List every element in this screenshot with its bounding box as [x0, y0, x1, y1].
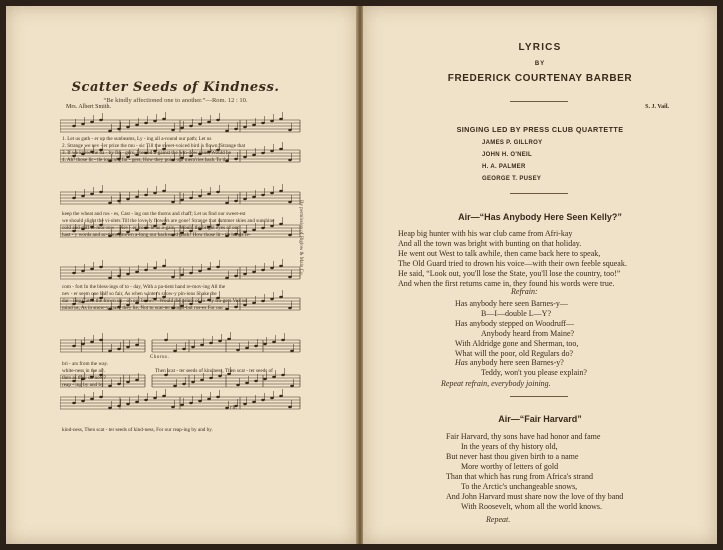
note-head	[126, 346, 130, 348]
note-head	[225, 277, 229, 279]
refrain-line	[455, 358, 564, 367]
note-head	[225, 130, 229, 132]
note-head	[162, 190, 166, 192]
note-head	[290, 350, 294, 352]
singer-name: GEORGE T. PUSEY	[482, 176, 542, 182]
singer-name: H. A. PALMER	[482, 164, 526, 170]
air2-verse-line: To the Arctic's unchangeable snows,	[461, 482, 578, 491]
note-head	[72, 402, 76, 404]
verse-lyric-line: 3. If we knew the ba - by fin - gers, Pressed a-gainst the win-dow pane, Would be	[62, 150, 231, 156]
note-head	[126, 273, 130, 275]
note-head	[252, 196, 256, 198]
note-head	[270, 192, 274, 194]
note-head	[164, 339, 168, 341]
note-head	[281, 374, 285, 376]
composer-credit: S. J. Vail.	[645, 104, 669, 110]
note-head	[290, 385, 294, 387]
note-head	[200, 344, 204, 346]
note-head	[234, 275, 238, 277]
verse-end-line: reap - ing by and by.	[62, 382, 105, 388]
note-head	[108, 202, 112, 204]
air2-verse-line: More worthy of letters of gold	[461, 462, 559, 471]
chorus-refrain-line: Then scat - ter seeds of kindness, Then scat - ter seeds of	[155, 368, 273, 374]
note-head	[72, 197, 76, 199]
note-head	[180, 404, 184, 406]
note-head	[135, 401, 139, 403]
refrain-line: What will the poor, old Regulars do?	[455, 349, 574, 358]
note-head	[144, 269, 148, 271]
note-head	[270, 397, 274, 399]
air2-verse-line: With Roosevelt, whom all the world knows.	[461, 502, 602, 511]
air1-verse-line: He said, “Look out, you'll lose the State, you'll lose the country, too!”	[398, 269, 621, 278]
permission-note: By permission of Biglow & Main Co.	[298, 200, 303, 276]
note-head	[173, 350, 177, 352]
verse-lyric-line: 2. Strange we nev - er prize the mu - sic Till the sweet-voiced bird is flown; Strange that	[62, 143, 246, 149]
note-head	[99, 191, 103, 193]
note-head	[182, 383, 186, 385]
note-head	[234, 128, 238, 130]
note-head	[207, 121, 211, 123]
note-head	[272, 341, 276, 343]
song-title: Scatter Seeds of Kindness.	[71, 80, 280, 95]
note-head	[135, 271, 139, 273]
note-head	[180, 199, 184, 201]
note-head	[252, 124, 256, 126]
note-head	[108, 407, 112, 409]
note-head	[263, 343, 267, 345]
note-head	[171, 129, 175, 131]
note-head	[81, 123, 85, 125]
note-head	[182, 348, 186, 350]
note-head	[216, 119, 220, 121]
note-head	[288, 201, 292, 203]
note-head	[288, 406, 292, 408]
note-head	[234, 200, 238, 202]
singer-name: JAMES P. GILLROY	[482, 140, 543, 146]
note-head	[90, 193, 94, 195]
note-head	[126, 403, 130, 405]
note-head	[236, 384, 240, 386]
author-name: FREDERICK COURTENAY BARBER	[447, 73, 633, 84]
note-head	[245, 347, 249, 349]
verse-lyric-line: 1. Let us gath - er up the sunbeams, Ly - ing all a-round our path; Let us	[62, 136, 212, 142]
note-head	[189, 197, 193, 199]
note-head	[225, 202, 229, 204]
lyricist-credit: Mrs. Albert Smith.	[66, 104, 112, 110]
note-head	[108, 350, 112, 352]
note-head	[270, 120, 274, 122]
note-head	[72, 272, 76, 274]
air2-verse-line: Than that which has rung from Africa's strand	[446, 472, 593, 481]
note-head	[198, 123, 202, 125]
note-head	[227, 338, 231, 340]
verse-lyric-line: 4. Ah! those lit - tle ice-cold fin - gers, How they point our mem'ries back To the	[62, 157, 229, 163]
air2-verse-line: But never hast thou given birth to a name	[446, 452, 579, 461]
divider	[510, 101, 568, 102]
verse-lyric-line: dar - ling Catch the frown up - on our brow?—Would the prints of ro - sy fin-gers Vex us	[62, 298, 247, 304]
note-head	[207, 268, 211, 270]
note-head	[171, 201, 175, 203]
note-head	[144, 399, 148, 401]
note-head	[236, 349, 240, 351]
note-head	[288, 129, 292, 131]
note-head	[90, 268, 94, 270]
air1-verse-line: The Old Guard tried to drown his voice—with their own feeble squeak.	[398, 259, 627, 268]
note-head	[252, 271, 256, 273]
note-head	[81, 343, 85, 345]
air1-verse-line: And when the first returns came in, they found his words were true.	[398, 279, 615, 288]
note-head	[81, 195, 85, 197]
note-head	[162, 265, 166, 267]
refrain-line: Has anybody here seen Barnes-y—	[455, 299, 568, 308]
verse-lyric-line: hast - y words and ac-tions Strewn a-long our backward track! How those lit - tle hands re-	[62, 232, 251, 238]
verse-lyric-line: we should slight the vi-olets Till the love-ly flowers are gone! Strange that summer skies and sunshine	[62, 218, 275, 224]
verse-end-line: then as they do now?	[62, 375, 106, 381]
singing-led-heading: SINGING LED BY PRESS CLUB QUARTETTE	[456, 125, 624, 134]
note-head	[209, 342, 213, 344]
note-head	[162, 395, 166, 397]
refrain-line-rest: anybody here seen Barnes-y?	[467, 358, 564, 367]
air2-verse-line: Fair Harvard, thy sons have had honor and fame	[446, 432, 601, 441]
note-head	[164, 374, 168, 376]
note-head	[99, 119, 103, 121]
note-head	[171, 406, 175, 408]
note-head	[279, 395, 283, 397]
note-head	[191, 381, 195, 383]
lyrics-heading: LYRICS	[518, 42, 562, 53]
note-head	[254, 345, 258, 347]
note-head	[272, 376, 276, 378]
repeat-note: Repeat.	[486, 515, 511, 524]
note-head	[207, 398, 211, 400]
note-head	[189, 272, 193, 274]
refrain-italic-word: Has	[455, 358, 468, 367]
refrain-line: Anybody heard from Maine?	[481, 329, 575, 338]
note-head	[218, 340, 222, 342]
note-head	[243, 198, 247, 200]
note-head	[198, 270, 202, 272]
note-head	[252, 401, 256, 403]
refrain-line: Has anybody stepped on Woodruff—	[455, 319, 575, 328]
note-head	[189, 402, 193, 404]
verse-lyric-line: com - fort In the bless-ings of to - day, With a pa-tient hand re-mov-ing All the	[62, 284, 226, 290]
note-head	[279, 190, 283, 192]
note-head	[72, 345, 76, 347]
note-head	[81, 270, 85, 272]
note-head	[90, 398, 94, 400]
note-head	[200, 379, 204, 381]
song-epigraph: “Be kindly affectioned one to another.”—Rom. 12 : 10.	[103, 97, 248, 104]
verse-lyric-line: mind us, As in snow-y grace they lie, Not to scat-ter thorns-but ros-es For our	[62, 305, 224, 311]
refrain-line: Teddy, won't you please explain?	[481, 368, 587, 377]
note-head	[90, 121, 94, 123]
air2-verse-line: And John Harvard must share now the love of thy band	[446, 492, 624, 501]
note-head	[198, 400, 202, 402]
note-head	[180, 274, 184, 276]
verse-lyric-line: cold and stiff to-mor-row—Nev - er troub-le us a-gain—Would the bright eyes of our	[62, 225, 240, 231]
air2-verse-line: In the years of thy history old,	[461, 442, 558, 451]
refrain-line: With Aldridge gone and Sherman, too,	[455, 339, 579, 348]
divider	[510, 193, 568, 194]
note-head	[279, 265, 283, 267]
note-head	[218, 375, 222, 377]
note-head	[126, 198, 130, 200]
note-head	[171, 276, 175, 278]
note-head	[81, 400, 85, 402]
note-head	[243, 273, 247, 275]
note-head	[153, 192, 157, 194]
note-head	[191, 346, 195, 348]
note-head	[126, 126, 130, 128]
note-head	[263, 378, 267, 380]
note-head	[216, 266, 220, 268]
note-head	[261, 269, 265, 271]
note-head	[261, 122, 265, 124]
chorus-label: Chorus.	[150, 355, 170, 360]
final-lyric-line: kind-ness, Then scat - ter seeds of kind-ness, For our reap-ing by and by.	[62, 427, 213, 433]
divider	[510, 396, 568, 397]
note-head	[117, 348, 121, 350]
note-head	[243, 403, 247, 405]
air1-verse-line: He went out West to talk awhile, then came back here to speak,	[398, 249, 601, 258]
note-head	[245, 382, 249, 384]
note-head	[225, 407, 229, 409]
note-head	[108, 277, 112, 279]
air1-verse-line: Heap big hunter with his war club came from Afri-kay	[398, 229, 573, 238]
note-head	[162, 118, 166, 120]
note-head	[216, 396, 220, 398]
verse-lyric-line: nev - er seem one half so fair, As when winter's snow-y pin-ions Shake the	[62, 291, 217, 297]
note-head	[288, 276, 292, 278]
note-head	[198, 195, 202, 197]
note-head	[153, 397, 157, 399]
note-head	[209, 377, 213, 379]
note-head	[135, 344, 139, 346]
note-head	[261, 194, 265, 196]
note-head	[279, 118, 283, 120]
refrain-line: B—I—double L—Y?	[481, 309, 551, 318]
note-head	[99, 266, 103, 268]
note-head	[270, 267, 274, 269]
note-head	[135, 196, 139, 198]
note-head	[144, 194, 148, 196]
note-head	[144, 122, 148, 124]
note-head	[180, 127, 184, 129]
singer-name: JOHN H. O'NEIL	[482, 152, 532, 158]
note-head	[153, 120, 157, 122]
verse-end-line: bri - ars from the way.	[62, 361, 109, 367]
note-head	[243, 126, 247, 128]
air2-title: Air—“Fair Harvard”	[498, 414, 582, 424]
repeat-refrain-note: Repeat refrain, everybody joining.	[441, 379, 551, 388]
verse-lyric-line: keep the wheat and ros - es, Cast - ing out the thorns and chaff; Let us find our sweet-est	[62, 211, 246, 217]
note-head	[90, 341, 94, 343]
by-label: BY	[534, 61, 546, 67]
note-head	[207, 193, 211, 195]
tempo-mark: rit.	[230, 405, 238, 411]
note-head	[189, 125, 193, 127]
note-head	[108, 130, 112, 132]
note-head	[281, 339, 285, 341]
note-head	[254, 380, 258, 382]
note-head	[261, 399, 265, 401]
note-head	[153, 267, 157, 269]
note-head	[216, 191, 220, 193]
air1-verse-line: And all the town was bright with bunting on that holiday.	[398, 239, 582, 248]
air1-title: Air—“Has Anybody Here Seen Kelly?”	[458, 212, 622, 222]
note-head	[72, 125, 76, 127]
note-head	[173, 385, 177, 387]
refrain-label: Refrain:	[511, 287, 538, 296]
note-head	[99, 396, 103, 398]
verse-end-line: white-ness in the air.	[62, 368, 105, 374]
note-head	[135, 124, 139, 126]
